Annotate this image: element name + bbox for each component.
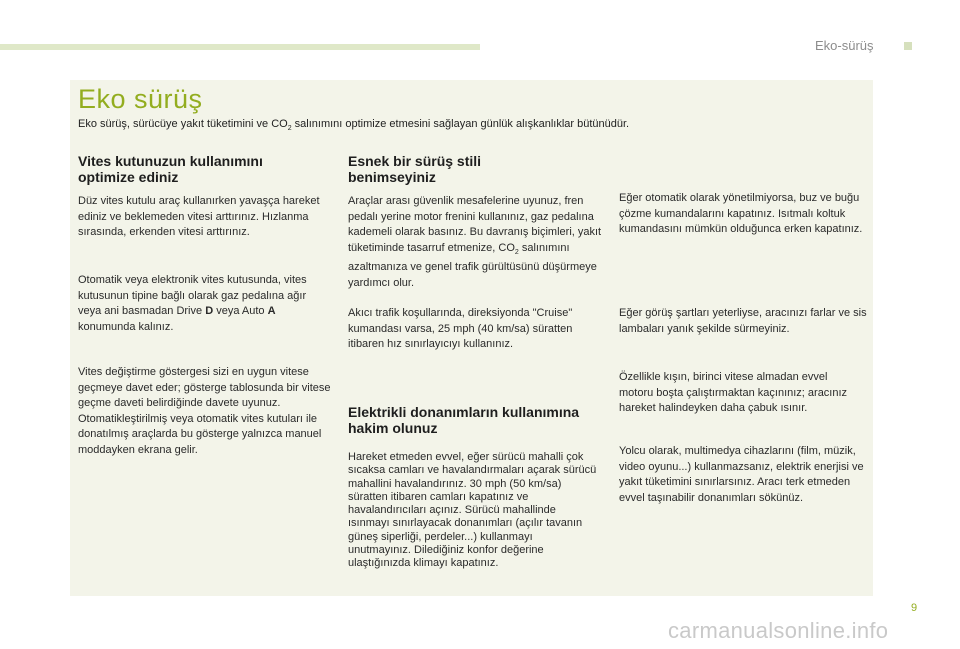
driving-style-text-start: Araçlar arası güvenlik mesafelerine uyunuz, fren pedalı yerine motor frenini kullanınız, gaz pedalına kademeli olarak basınız. Bu davranış biçimleri, yakıt tüketiminde tasarruf etmenize, CO — [348, 195, 602, 254]
gearbox-paragraph-manual: Düz vites kutulu araç kullanırken yavaşça hareket ediniz ve beklemeden vitesi arttırınız. Hızlanma sırasında, erkenden vitesi arttırınız. — [78, 195, 320, 238]
intro-text-end: salınımını optimize etmesini sağlayan günlük alışkanlıklar bütünüdür. — [291, 118, 630, 130]
automatic-text-middle: veya Auto — [213, 305, 268, 317]
cruise-control-paragraph: Akıcı trafik koşullarında, direksiyonda "Cruise" kumandası varsa, 25 mph (40 km/sa) süratten itibaren hız sınırlayıcıyı kullanınız. — [348, 307, 573, 350]
lights-paragraph: Eğer görüş şartları yeterliyse, aracınızı farlar ve sis lambaları yanık şekilde sürmeyiniz. — [619, 307, 867, 335]
intro-subscript: 2 — [287, 125, 292, 133]
auto-a-label: A — [267, 305, 276, 317]
driving-style-subscript: 2 — [514, 248, 519, 256]
page-number: 9 — [911, 602, 918, 614]
watermark-text: carmanualsonline.info — [668, 618, 889, 643]
drive-d-label: D — [205, 305, 214, 317]
page-heading: Eko sürüş — [78, 84, 203, 114]
intro-text-start: Eko sürüş, sürücüye yakıt tüketimini ve CO — [78, 118, 288, 130]
intro-text — [78, 118, 629, 132]
driving-style-paragraph — [348, 194, 606, 291]
gearbox-paragraph-automatic — [78, 273, 308, 335]
section-title: Eko-sürüş — [815, 38, 874, 53]
header-accent-bar — [0, 44, 480, 50]
idle-warmup-paragraph: Özellikle kışın, birinci vitese almadan evvel motoru boşta çalıştırmaktan kaçınınız; aracınız hareket halindeyken daha çabuk ısınır. — [619, 371, 848, 414]
driving-style-text-end: salınımını azaltmanıza ve genel trafik gürültüsünü düşürmeye yardımcı olur. — [348, 241, 597, 289]
automatic-text-start: Otomatik veya elektronik vites kutusunda, vites kutusunun tipine bağlı olarak gaz pedalına ağır veya ani basmadan Drive — [78, 274, 307, 317]
automatic-text-end: konumunda kalınız. — [78, 320, 174, 333]
driving-style-heading: Esnek bir sürüş stili benimseyiniz — [348, 153, 482, 185]
header-square-marker — [904, 42, 912, 50]
electrical-equipment-heading: Elektrikli donanımların kullanımına hakim olunuz — [348, 404, 580, 436]
multimedia-paragraph: Yolcu olarak, multimedya cihazlarını (film, müzik, video oyunu...) kullanmazsanız, elektrik enerjisi ve yakıt tüketimini sınırlarsınız. Aracı terk etmeden evvel taşınabilir donanımları sökünüz. — [619, 445, 864, 504]
ventilation-paragraph: Hareket etmeden evvel, eğer sürücü mahalli çok sıcaksa camları ve havalandırmaları açarak sürücü mahallini havalandırınız. 30 mph (50 km/sa) süratten itibaren camları kapatınız ve havalandırıcıları açınız. Sürücü mahallinde ısınmayı sınırlayacak donanımları (açılır tavanın güneş siperliği, perdeler...) kullanmayı unutmayınız. Dilediğiniz konfor değerine ulaştığınızda klimayı kapatınız. — [348, 451, 597, 570]
gear-shift-indicator-paragraph: Vites değiştirme göstergesi sizi en uygun vitese geçmeye davet eder; gösterge tablosunda bir vitese geçme daveti belirdiğinde davete uyunuz. Otomatikleştirilmiş veya otomatik vites kutuları ile donatılmış araçlarda bu gösterge yalnızca manuel moddayken ekrana gelir. — [78, 366, 331, 456]
defrost-paragraph: Eğer otomatik olarak yönetilmiyorsa, buz ve buğu çözme kumandalarını kapatınız. Isıtmalı koltuk kumandasını mümkün olduğunca erken kapatınız. — [619, 192, 863, 235]
gearbox-heading: Vites kutunuzun kullanımını optimize ediniz — [78, 153, 263, 185]
